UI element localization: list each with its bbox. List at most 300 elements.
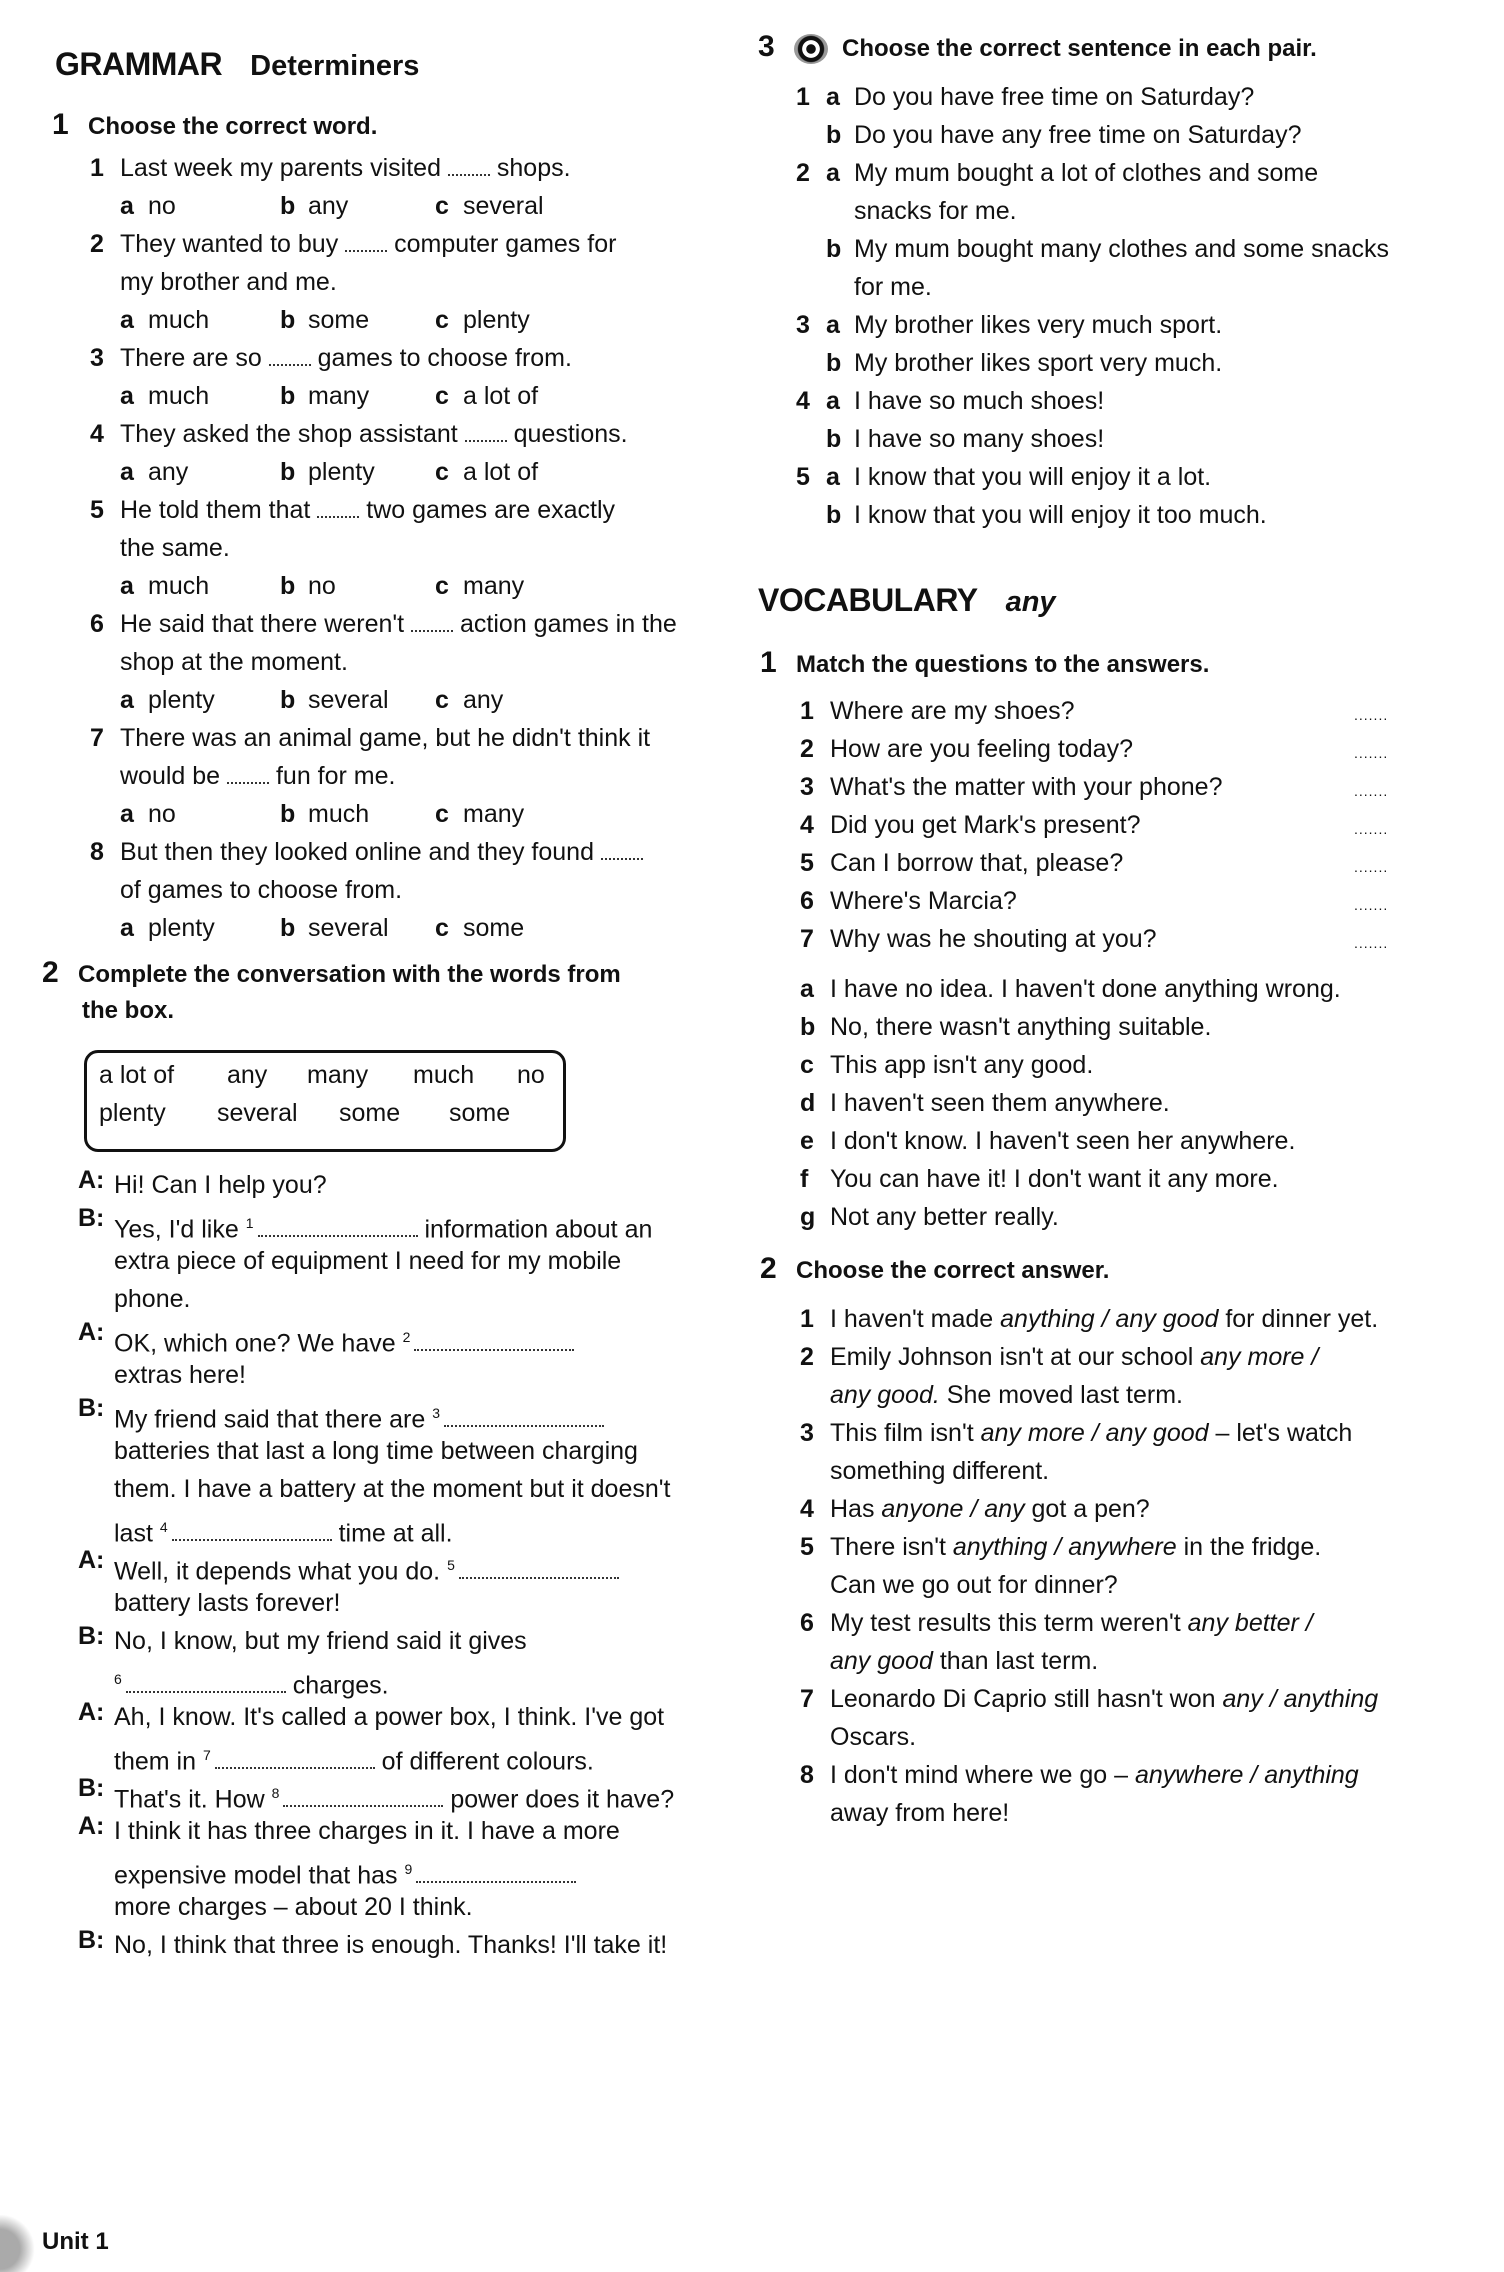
answer-letter: g — [800, 1203, 816, 1231]
answer-choice[interactable]: any good — [830, 1647, 933, 1675]
exercise-number: 1 — [52, 108, 69, 141]
option-b[interactable] — [280, 453, 375, 491]
conversation-text: them in — [114, 1747, 203, 1776]
question-number: 6 — [800, 887, 814, 915]
question-text: There was an animal game, but he didn't think it — [120, 724, 651, 752]
option-text: no — [148, 192, 176, 220]
conversation-line — [78, 1622, 728, 1660]
conversation-turn — [78, 1698, 728, 1774]
conversation-line — [78, 1508, 728, 1546]
vocabulary-heading — [758, 582, 1056, 619]
grammar-ex1-heading — [52, 108, 377, 145]
answer-blank[interactable]: ....... — [1354, 783, 1389, 799]
conversation-turn — [78, 1318, 728, 1394]
question-text: Can we go out for dinner? — [830, 1571, 1118, 1599]
question-text: for dinner yet. — [1218, 1305, 1379, 1333]
question-line — [90, 871, 720, 909]
question-text: How are you feeling today? — [830, 735, 1133, 763]
option-b[interactable] — [280, 681, 389, 719]
question-line — [800, 1604, 1440, 1642]
answer-blank[interactable] — [126, 1679, 286, 1693]
option-text: any — [308, 192, 349, 220]
option-text: no — [148, 800, 176, 828]
question-item — [90, 605, 720, 719]
option-text: any — [148, 458, 189, 486]
option-c[interactable] — [435, 187, 544, 225]
question-number: 2 — [800, 735, 814, 763]
sentence-text: My brother likes sport very much. — [854, 349, 1223, 377]
question-line — [800, 1452, 1440, 1490]
option-letter: a — [826, 387, 840, 415]
option-a[interactable] — [120, 795, 176, 833]
exercise-number: 1 — [760, 646, 777, 679]
option-letter: c — [435, 192, 449, 220]
question-text: He told them that — [120, 496, 311, 524]
answer-blank[interactable]: ....... — [1354, 935, 1389, 951]
box-word: some — [339, 1099, 401, 1127]
option-b[interactable] — [280, 187, 348, 225]
option-letter: b — [826, 501, 842, 529]
options-row — [90, 453, 720, 491]
sentence-text: My mum bought many clothes and some snacks — [854, 235, 1389, 263]
question-text: than last term. — [932, 1647, 1099, 1675]
option-letter: a — [120, 192, 134, 220]
ex3-items — [796, 78, 1456, 534]
answer-blank[interactable] — [227, 770, 269, 784]
exercise-number: 2 — [760, 1252, 777, 1285]
match-question — [800, 692, 1420, 730]
match-question — [800, 920, 1420, 958]
question-text: Where's Marcia? — [830, 887, 1017, 915]
option-letter: c — [435, 914, 449, 942]
question-number: 5 — [800, 1533, 814, 1561]
answer-text: This app isn't any good. — [830, 1051, 1094, 1079]
sentence-option-b[interactable] — [796, 116, 1456, 154]
answer-choice[interactable]: any / anything — [1222, 1685, 1379, 1713]
option-a[interactable] — [120, 681, 215, 719]
vocab-ex2-heading — [760, 1252, 1109, 1289]
answer-text: I don't know. I haven't seen her anywhere. — [830, 1127, 1296, 1155]
blank-number: 9 — [404, 1861, 413, 1877]
options-row — [90, 909, 720, 947]
question-text: shops. — [496, 154, 571, 182]
option-letter: a — [826, 311, 840, 339]
sentence-text: snacks for me. — [854, 197, 1017, 225]
answer-letter: a — [800, 975, 814, 1003]
option-a[interactable] — [120, 301, 209, 339]
conversation-line — [78, 1850, 728, 1888]
option-letter: b — [280, 192, 296, 220]
question-text: They wanted to buy — [120, 230, 339, 258]
answer-letter: d — [800, 1089, 816, 1117]
speaker-label: B: — [78, 1926, 105, 1954]
option-letter: b — [280, 458, 296, 486]
sentence-option-a[interactable] — [796, 154, 1456, 192]
option-text: a lot of — [463, 458, 539, 486]
option-b[interactable] — [280, 795, 369, 833]
question-number: 6 — [800, 1609, 814, 1637]
conversation-text: extras here! — [114, 1361, 247, 1389]
option-c[interactable] — [435, 909, 524, 947]
conversation-text: expensive model that has — [114, 1861, 405, 1890]
answer-choice[interactable]: any more / — [1200, 1343, 1319, 1371]
answer-blank[interactable] — [317, 504, 359, 518]
answer-blank[interactable] — [269, 352, 311, 366]
question-line — [90, 225, 720, 263]
option-text: no — [308, 572, 336, 600]
question-text: What's the matter with your phone? — [830, 773, 1223, 801]
question-line — [800, 1756, 1440, 1794]
exercise-instruction: Choose the correct sentence in each pair. — [842, 35, 1317, 62]
answer-text: Not any better really. — [830, 1203, 1059, 1231]
conversation-text: battery lasts forever! — [114, 1589, 341, 1617]
option-text: plenty — [148, 686, 215, 714]
question-number: 3 — [90, 344, 104, 372]
exercise-instruction: Choose the correct word. — [88, 113, 378, 140]
sentence-text: I have so much shoes! — [854, 387, 1105, 415]
question-line — [90, 491, 720, 529]
option-letter: c — [435, 800, 449, 828]
section-title: GRAMMAR — [55, 46, 223, 82]
option-a[interactable] — [120, 909, 215, 947]
speaker-label: A: — [78, 1166, 105, 1194]
option-text: several — [308, 914, 389, 942]
option-letter: c — [435, 382, 449, 410]
answer-choice[interactable]: anyone / any — [881, 1495, 1025, 1523]
question-line — [800, 1680, 1440, 1718]
answer-letter: e — [800, 1127, 814, 1155]
options-row — [90, 795, 720, 833]
question-text: But then they looked online and they found — [120, 838, 594, 866]
option-text: any — [463, 686, 504, 714]
conversation-line — [78, 1432, 728, 1470]
question-number: 2 — [90, 230, 104, 258]
sentence-option-a[interactable] — [796, 458, 1456, 496]
answer-blank[interactable] — [448, 162, 490, 176]
answer-blank[interactable]: ....... — [1354, 745, 1389, 761]
speaker-label: A: — [78, 1698, 105, 1726]
conversation-line — [78, 1166, 728, 1204]
option-letter: b — [826, 235, 842, 263]
sentence-option-b[interactable] — [796, 230, 1456, 268]
answer-blank[interactable] — [411, 618, 453, 632]
vocab-answers — [800, 970, 1420, 1236]
match-answer — [800, 1084, 1420, 1122]
conversation-line — [78, 1280, 728, 1318]
conversation-text: more charges – about 20 I think. — [114, 1893, 473, 1921]
box-word: a lot of — [99, 1061, 175, 1089]
option-text: many — [308, 382, 370, 410]
option-text: plenty — [463, 306, 530, 334]
question-line — [800, 1300, 1440, 1338]
option-letter: b — [826, 121, 842, 149]
conversation-text: time at all. — [331, 1519, 453, 1548]
answer-letter: f — [800, 1165, 809, 1193]
option-letter: a — [120, 306, 134, 334]
conversation-text: phone. — [114, 1285, 191, 1313]
options-row — [90, 301, 720, 339]
speaker-label: A: — [78, 1318, 105, 1346]
option-text: much — [148, 572, 210, 600]
match-question — [800, 844, 1420, 882]
question-number: 5 — [796, 463, 810, 491]
answer-choice[interactable]: any good. — [830, 1381, 940, 1409]
option-c[interactable] — [435, 567, 524, 605]
question-line — [800, 1528, 1440, 1566]
question-line — [800, 1566, 1440, 1604]
question-number: 3 — [796, 311, 810, 339]
question-text: in the fridge. — [1176, 1533, 1322, 1561]
speaker-label: B: — [78, 1622, 105, 1650]
sentence-option-a[interactable] — [796, 382, 1456, 420]
question-text: There are so — [120, 344, 262, 372]
blank-number: 4 — [159, 1519, 168, 1535]
question-line — [90, 719, 720, 757]
question-line — [90, 149, 720, 187]
answer-blank[interactable] — [414, 1337, 574, 1351]
conversation-line — [78, 1698, 728, 1736]
blank-number: 6 — [114, 1671, 122, 1687]
exercise-number: 3 — [758, 30, 775, 63]
question-line — [90, 263, 720, 301]
question-number: 1 — [800, 697, 814, 725]
answer-text: I haven't seen them anywhere. — [830, 1089, 1170, 1117]
conversation-text: of different colours. — [374, 1747, 594, 1776]
conversation-turn — [78, 1812, 728, 1926]
conversation-turn — [78, 1622, 728, 1698]
question-number: 1 — [90, 154, 104, 182]
question-number: 1 — [796, 83, 810, 111]
answer-choice[interactable]: anything / anywhere — [952, 1533, 1177, 1561]
option-letter: b — [826, 349, 842, 377]
answer-blank[interactable]: ....... — [1354, 859, 1389, 875]
conversation-text: I think it has three charges in it. I have a more — [114, 1817, 620, 1845]
conversation-line — [78, 1394, 728, 1432]
option-text: plenty — [308, 458, 375, 486]
question-line — [90, 643, 720, 681]
conversation-turn — [78, 1774, 728, 1812]
conversation-line — [78, 1242, 728, 1280]
conversation — [78, 1166, 728, 1964]
conversation-line — [78, 1660, 728, 1698]
sentence-option-b[interactable] — [796, 496, 1456, 534]
option-c[interactable] — [435, 453, 538, 491]
answer-blank[interactable] — [215, 1755, 375, 1769]
conversation-text: My friend said that there are — [114, 1405, 433, 1434]
question-text: Leonardo Di Caprio still hasn't won — [830, 1685, 1223, 1713]
answer-choice[interactable]: anywhere / anything — [1134, 1761, 1359, 1789]
question-text: My test results this term weren't — [830, 1609, 1188, 1637]
sentence-option-b[interactable] — [796, 420, 1456, 458]
grammar-ex1-items — [90, 149, 720, 947]
question-text: away from here! — [830, 1799, 1010, 1827]
conversation-turn — [78, 1204, 728, 1318]
question-text: my brother and me. — [120, 268, 337, 296]
box-word: any — [227, 1061, 268, 1089]
unit-label: Unit 1 — [42, 2228, 109, 2255]
question-line — [90, 605, 720, 643]
answer-letter: b — [800, 1013, 816, 1041]
exercise-instruction: the box. — [82, 997, 175, 1024]
answer-choice[interactable]: anything / any good — [1000, 1305, 1219, 1333]
answer-blank[interactable] — [283, 1793, 443, 1807]
option-c[interactable] — [435, 681, 503, 719]
ex3-heading — [758, 30, 1317, 67]
option-letter: c — [435, 458, 449, 486]
option-letter: b — [280, 572, 296, 600]
match-answer — [800, 1008, 1420, 1046]
conversation-text: last — [114, 1519, 160, 1548]
question-text: This film isn't — [830, 1419, 981, 1447]
conversation-line — [78, 1546, 728, 1584]
answer-blank[interactable]: ....... — [1354, 897, 1389, 913]
conversation-line — [78, 1926, 728, 1964]
option-letter: c — [435, 686, 449, 714]
option-letter: b — [280, 914, 296, 942]
speaker-label: A: — [78, 1546, 105, 1574]
question-number: 2 — [800, 1343, 814, 1371]
question-line — [800, 1338, 1440, 1376]
conversation-text: Hi! Can I help you? — [114, 1171, 327, 1199]
sentence-text: I have so many shoes! — [854, 425, 1105, 453]
answer-blank[interactable] — [444, 1413, 604, 1427]
blank-number: 3 — [432, 1405, 441, 1421]
match-answer — [800, 1198, 1420, 1236]
section-subtitle: Determiners — [250, 50, 420, 82]
option-text: plenty — [148, 914, 215, 942]
question-text: There isn't — [830, 1533, 953, 1561]
option-text: several — [308, 686, 389, 714]
conversation-text: batteries that last a long time between charging — [114, 1437, 638, 1465]
question-text: would be — [120, 762, 221, 790]
question-number: 4 — [800, 1495, 814, 1523]
options-row — [90, 377, 720, 415]
option-c[interactable] — [435, 377, 538, 415]
conversation-text: power does it have? — [443, 1785, 675, 1814]
exercise-instruction: Match the questions to the answers. — [796, 651, 1210, 678]
question-line — [90, 833, 720, 871]
question-text: Oscars. — [830, 1723, 917, 1751]
sentence-option-a[interactable] — [796, 78, 1456, 116]
question-number: 6 — [90, 610, 104, 638]
box-word: several — [217, 1099, 298, 1127]
question-number: 4 — [796, 387, 810, 415]
answer-blank[interactable] — [465, 428, 507, 442]
question-text: shop at the moment. — [120, 648, 348, 676]
conversation-text: No, I think that three is enough. Thanks! I'll take it! — [114, 1931, 668, 1959]
question-line — [800, 1642, 1440, 1680]
option-a[interactable] — [120, 453, 188, 491]
answer-blank[interactable] — [459, 1565, 619, 1579]
option-c[interactable] — [435, 301, 530, 339]
match-answer — [800, 1046, 1420, 1084]
answer-choice[interactable]: any better / — [1187, 1609, 1313, 1637]
conversation-text: charges. — [285, 1671, 389, 1700]
question-text: computer games for — [394, 230, 617, 258]
question-line — [90, 529, 720, 567]
sentence-text: Do you have free time on Saturday? — [854, 83, 1255, 111]
conversation-turn — [78, 1166, 728, 1204]
option-a[interactable] — [120, 187, 176, 225]
blank-number: 7 — [202, 1747, 211, 1763]
answer-blank[interactable] — [258, 1223, 418, 1237]
question-number: 5 — [90, 496, 104, 524]
speaker-label: B: — [78, 1394, 105, 1422]
question-line — [800, 1794, 1440, 1832]
question-line — [90, 339, 720, 377]
sentence-option-b[interactable] — [796, 344, 1456, 382]
blank-number: 1 — [245, 1215, 254, 1231]
option-c[interactable] — [435, 795, 524, 833]
question-number: 7 — [90, 724, 104, 752]
question-item — [90, 833, 720, 947]
blank-number: 5 — [447, 1557, 455, 1573]
option-text: some — [463, 914, 525, 942]
box-word: many — [307, 1061, 369, 1089]
question-line — [90, 757, 720, 795]
question-number: 5 — [800, 849, 814, 877]
exercise-instruction: Complete the conversation with the words from — [78, 961, 621, 988]
conversation-text: extra piece of equipment I need for my mobile — [114, 1247, 622, 1275]
answer-blank[interactable] — [416, 1869, 576, 1883]
conversation-turn — [78, 1546, 728, 1622]
question-item — [90, 719, 720, 833]
question-text: I haven't made — [830, 1305, 1001, 1333]
match-question — [800, 768, 1420, 806]
option-letter: a — [120, 458, 134, 486]
question-item — [90, 225, 720, 339]
match-answer — [800, 970, 1420, 1008]
option-b[interactable] — [280, 909, 389, 947]
answer-blank[interactable]: ....... — [1354, 707, 1389, 723]
grammar-ex2-heading — [42, 956, 621, 1029]
question-text: He said that there weren't — [120, 610, 405, 638]
conversation-line — [78, 1204, 728, 1242]
option-a[interactable] — [120, 377, 209, 415]
option-b[interactable] — [280, 567, 336, 605]
option-letter: a — [826, 159, 840, 187]
answer-blank[interactable] — [172, 1527, 332, 1541]
sentence-option-a[interactable] — [796, 306, 1456, 344]
sentence-text: I know that you will enjoy it a lot. — [854, 463, 1212, 491]
question-line — [800, 1718, 1440, 1756]
option-b[interactable] — [280, 301, 369, 339]
question-text: of games to choose from. — [120, 876, 403, 904]
sentence-text: I know that you will enjoy it too much. — [854, 501, 1267, 529]
option-b[interactable] — [280, 377, 369, 415]
section-title: VOCABULARY — [758, 582, 978, 618]
answer-blank[interactable] — [345, 238, 387, 252]
conversation-text: That's it. How — [114, 1785, 272, 1814]
question-line — [90, 415, 720, 453]
question-text: Did you get Mark's present? — [830, 811, 1141, 839]
conversation-line — [78, 1774, 728, 1812]
speaker-label: A: — [78, 1812, 105, 1840]
decorative-splash — [0, 2215, 36, 2272]
vocab-questions — [800, 692, 1420, 958]
option-a[interactable] — [120, 567, 209, 605]
answer-choice[interactable]: any more / any good — [980, 1419, 1209, 1447]
answer-blank[interactable]: ....... — [1354, 821, 1389, 837]
word-box — [84, 1050, 566, 1152]
question-line — [800, 1414, 1440, 1452]
option-letter: a — [826, 83, 840, 111]
question-text: I don't mind where we go – — [830, 1761, 1135, 1789]
answer-blank[interactable] — [601, 846, 643, 860]
question-number: 4 — [90, 420, 104, 448]
sentence-text: for me. — [854, 273, 932, 301]
answer-letter: c — [800, 1051, 814, 1079]
